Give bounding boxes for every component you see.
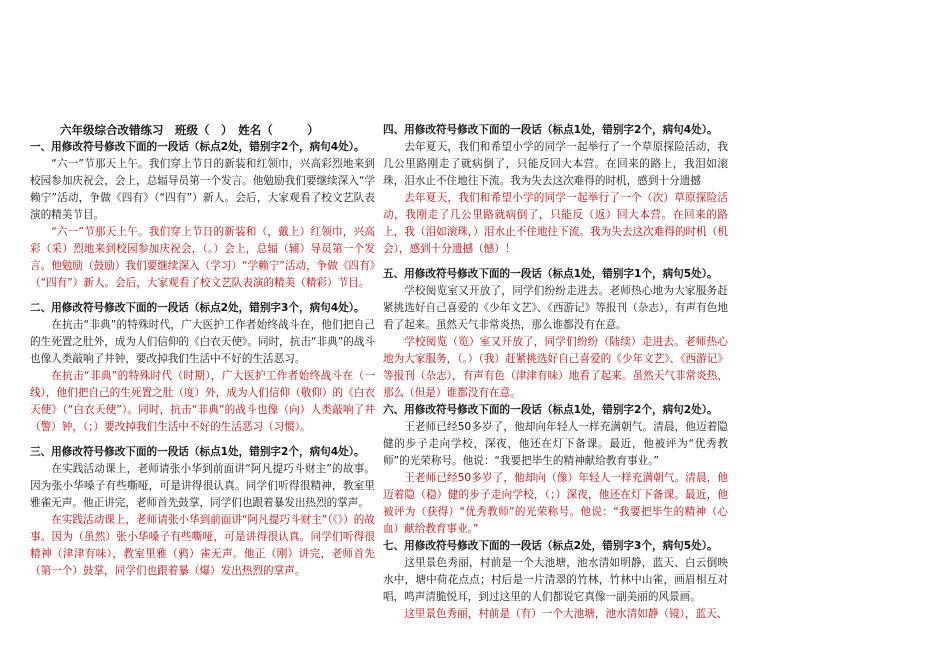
question-heading: 四、用修改符号修改下面的一段话（标点1处，错别字2个，病句4处）。 [383,124,718,136]
answer-passage: 在实践活动课上，老师请张小华到前面讲“阿凡提巧斗财主”（《》）的故事。因为（虽然）张小华嗓子有些嘶哑，可是讲得很认真。同学们听得很精神（津津有味），教室里雅（鸦）雀无声。他正（刚）讲完，老师首先（第一个）鼓掌，同学们也跟着暴（爆）发出热烈的掌声。 [30,514,375,577]
worksheet-title: 六年级综合改错练习 班级（ ） 姓名（ ） [60,123,319,137]
answer-passage: “六一”节那天上午。我们穿上节日的新装和（，戴上）红领巾，兴高彩（采）烈地来到校园参加庆祝会，（。）会上，总辐（辅）导员第一个发言。他勉励（鼓励）我们要继续深入（学习）“学赖宁”活动，争做《四有》（“四有”）新人。会后，大家观看了校文艺队表演的精美（精彩）节目。 [30,226,375,289]
question-heading: 二、用修改符号修改下面的一段话（标点2处，错别字3个，病句4处）。 [30,302,365,314]
question-heading: 五、用修改符号修改下面的一段话（标点1处，错别字1个，病句5处）。 [383,268,718,280]
question-passage: 这里景色秀丽，村前是一个大池塘，池水清如明静，蓝天、白云倒映水中，塘中荷花点点；村后是一片清翠的竹林，竹林中山雀，画眉相互对唱，鸣声清脆悦耳，到过这里的人们都说它真像一副美丽的风景画。 [383,557,728,603]
answer-passage: 在抗击“非典”的特殊时代（时期），广大医护工作者始终战斗在（一线），他们把自己的生死置之肚（度）外，成为人们信仰（敬仰）的《白衣天使》（“白衣天使”）。同时，抗击“非典”的战斗也像（向）人类敲响了井（警）钟，（；）要改掉我们生活中不好的生活恶习（习惯）。 [30,370,375,433]
question-passage: 王老师已经50多岁了，他却向年轻人一样充满朝气。清晨，他迈着隐健的步子走向学校，深夜，他还在灯下备课。最近，他被评为“优秀教师”的光荣称号。他说：“我要把毕生的精神献给教育事业。” [383,421,728,467]
question-passage: “六一”节那天上午。我们穿上节日的新装和红领巾，兴高彩烈地来到校园参加庆祝会，会上，总辐导员第一个发言。他勉励我们要继续深入“学赖宁”活动，争做《四有》（“四有”）新人。会后，大家观看了校文艺队表演的精美节目。 [30,158,375,221]
question-passage: 在抗击“非典”的特殊时代，广大医护工作者始终战斗在，他们把自己的生死置之肚外，成为人们信仰的《白衣天使》。同时，抗击“非典”的战斗也像人类敲响了井钟，要改掉我们生活中不好的生活恶习。 [30,319,375,365]
question-heading: 三、用修改符号修改下面的一段话（标点1处，错别字2个，病句4处）。 [30,446,365,458]
answer-passage: 王老师已经50多岁了，他却向（像）年轻人一样充满朝气。清晨，他迈着隐（稳）健的步子走向学校，（；）深夜，他还在灯下备课。最近，他被评为（获得）“优秀教师”的光荣称号。他说：“我要把毕生的精神（心血）献给教育事业。” [383,472,728,535]
answer-passage: 学校阅览（览）室又开放了，同学们纷纷（陆续）走进去。老师热心地为大家服务，（。）（我）赶紧挑选好自己喜爱的《少年文艺》、《西游记》等报刊（杂志），有声有色（津津有味）地看了起来。虽然天气非常炎热，那么（但是）谁都没有在意。 [383,336,728,399]
question-passage: 在实践活动课上，老师请张小华到前面讲“阿凡提巧斗财主”的故事。因为张小华嗓子有些嘶哑，可是讲得很认真。同学们听得很精神，教室里雅雀无声。他正讲完，老师首先鼓掌，同学们也跟着暴发出热烈的掌声。 [30,463,375,509]
question-heading: 一、用修改符号修改下面的一段话（标点2处，错别字2个，病句4处）。 [30,141,365,153]
left-column [30,0,375,580]
answer-passage: 去年夏天，我们和希望小学的同学一起举行了一个（次）草原探险活动，我刚走了几公里路就病倒了，只能反（返）回大本营。在回来的路上，我（泪如滚珠，）泪水止不住地往下流。我为失去这次难得的时机（机会），感到十分遗撼（憾）！ [383,192,728,255]
question-passage: 学校阅览室又开放了，同学们纷纷走进去。老师热心地为大家服务赶紧挑选好自己喜爱的《少年文艺》、《西游记》等报刊（杂志），有声有色地看了起来。虽然天气非常炎热，那么谁都没有在意。 [383,285,728,331]
answer-passage: 这里景色秀丽，村前是（有）一个大池塘，池水清如静（镜），蓝天、 [404,608,728,620]
question-heading: 七、用修改符号修改下面的一段话（标点2处，错别字3个，病句5处）。 [383,540,718,552]
question-passage: 去年夏天，我们和希望小学的同学一起举行了一个草原探险活动，我几公里路刚走了就病倒了，只能反回大本营。在回来的路上，我泪如滚珠，泪水止不住地往下流。我为失去这次难得的时机，感到十分遗撼 [383,141,728,187]
right-column [383,122,728,623]
question-heading: 六、用修改符号修改下面的一段话（标点1处，错别字2个，病句2处）。 [383,404,718,416]
